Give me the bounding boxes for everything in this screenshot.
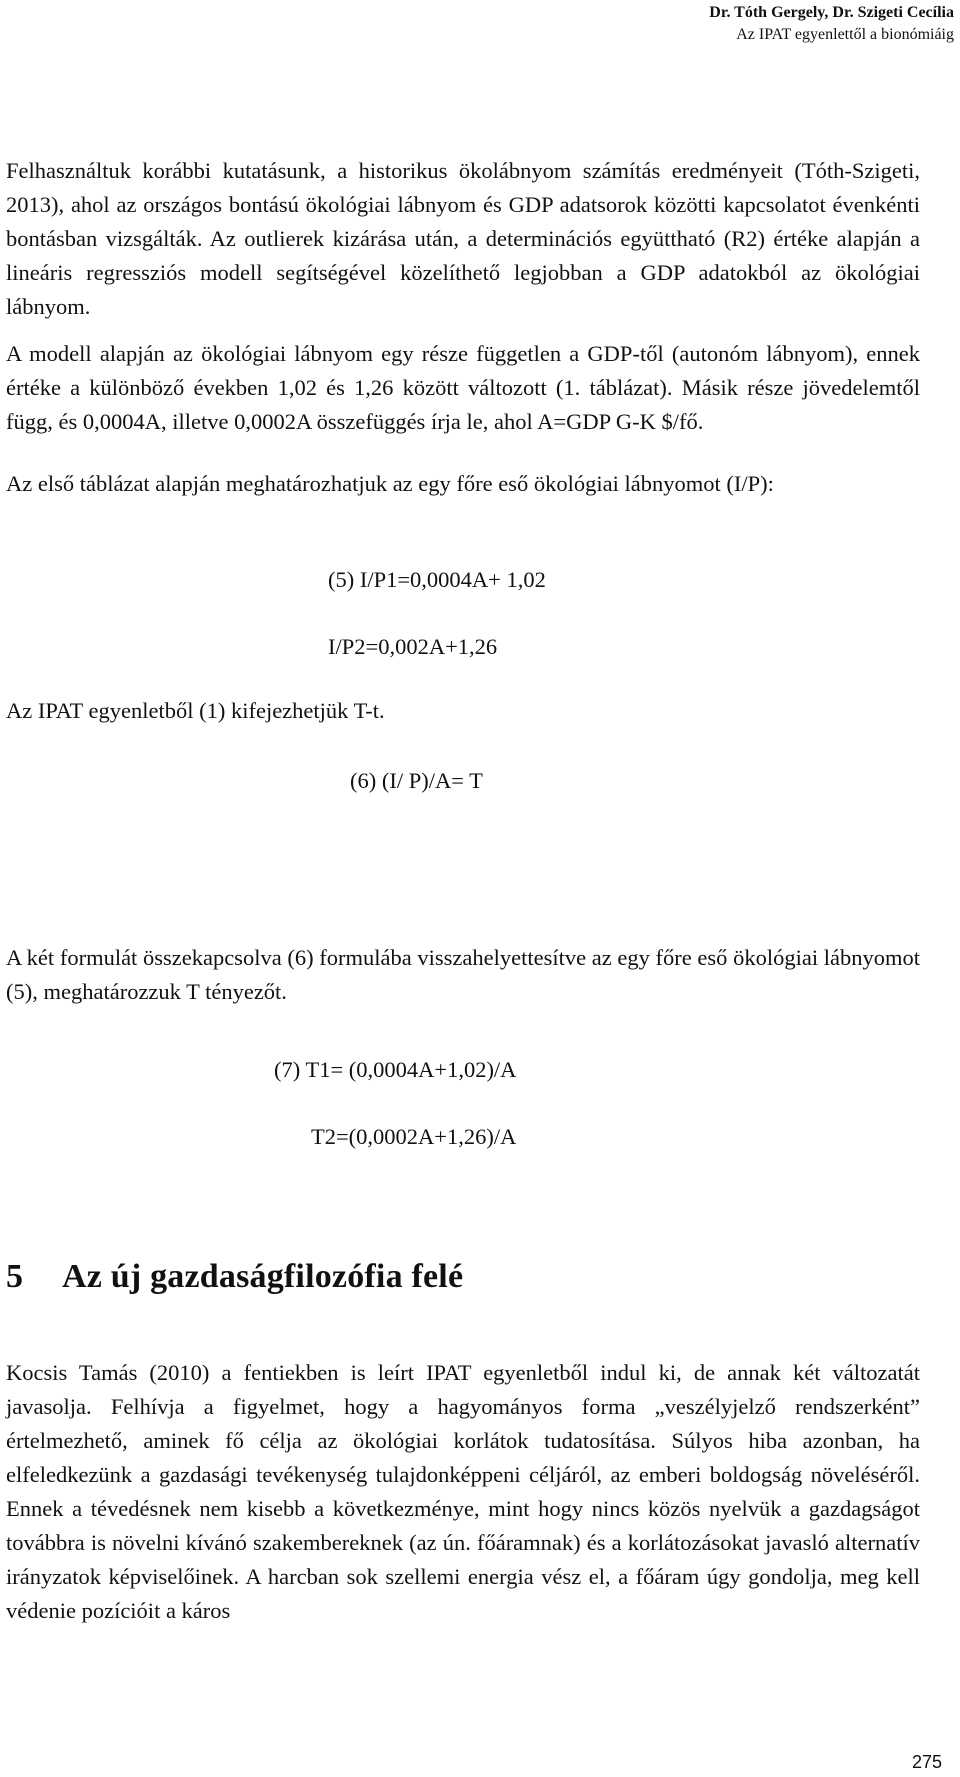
paragraph-2: A modell alapján az ökológiai lábnyom egy része független a GDP-től (autonóm lábnyom), ennek értéke a különböző években 1,02 és 1,26 között változott (1. táblázat). Másik része jövedelemtől függ, és 0,0004A, illetve 0,0002A összefüggés írja le, ahol A=GDP G-K $/fő. (6, 341, 920, 434)
paragraph-4: A két formulát összekapcsolva (6) formulába visszahelyettesítve az egy főre eső ökológiai lábnyomot (5), meghatározzuk T tényezőt. (6, 945, 920, 1004)
paragraph-3: Az első táblázat alapján meghatározhatjuk az egy főre eső ökológiai lábnyomot (I/P): (6, 471, 774, 496)
section-title: Az új gazdaságfilozófia felé (62, 1258, 464, 1295)
equation-5b: I/P2=0,002A+1,26 (328, 634, 498, 659)
header-title: Az IPAT egyenlettől a bionómiáig (736, 26, 954, 43)
equation-7b: T2=(0,0002A+1,26)/A (311, 1124, 517, 1149)
paragraph-1: Felhasználtuk korábbi kutatásunk, a historikus ökolábnyom számítás eredményeit (Tóth-Szigeti, 2013), ahol az országos bontású ökológiai lábnyom és GDP adatsorok közötti kapcsolatot évenkénti bontásban vizsgálták. Az outlierek kizárása után, a determinációs együttható (R2) értéke alapján a lineáris regressziós modell segítségével közelíthető legjobban a GDP adatokból az ökológiai lábnyom. (6, 158, 920, 319)
section-heading (6, 1258, 463, 1296)
equation-7a: (7) T1= (0,0004A+1,02)/A (274, 1057, 517, 1082)
equation-5a: (5) I/P1=0,0004A+ 1,02 (328, 567, 546, 592)
equation-6: (6) (I/ P)/A= T (350, 768, 483, 793)
page-number: 275 (911, 1752, 942, 1772)
section-number: 5 (6, 1258, 24, 1295)
running-header (709, 2, 954, 46)
section-paragraph: Kocsis Tamás (2010) a fentiekben is leírt IPAT egyenletből indul ki, de annak két változatát javasolja. Felhívja a figyelmet, hogy a hagyományos forma „veszélyjelző rendszerként” értelmezhető, aminek fő célja az ökológiai korlátok tudatosítása. Súlyos hiba azonban, ha elfeledkezünk a gazdasági tevékenység tulajdonképpeni céljáról, az emberi boldogság növeléséről. Ennek a tévedésnek nem kisebb a következménye, mint hogy nincs közös nyelvük a gazdagságot továbbra is növelni kívánó szakembereknek (az ún. főáramnak) és a korlátozásokat javasló alternatív irányzatok képviselőinek. A harcban sok szellemi energia vész el, a főáram úgy gondolja, meg kell védenie pozícióit a káros (6, 1360, 920, 1623)
header-authors: Dr. Tóth Gergely, Dr. Szigeti Cecília (709, 4, 954, 21)
body-text (6, 154, 920, 501)
ipat-line: Az IPAT egyenletből (1) kifejezhetjük T-t. (6, 698, 385, 723)
